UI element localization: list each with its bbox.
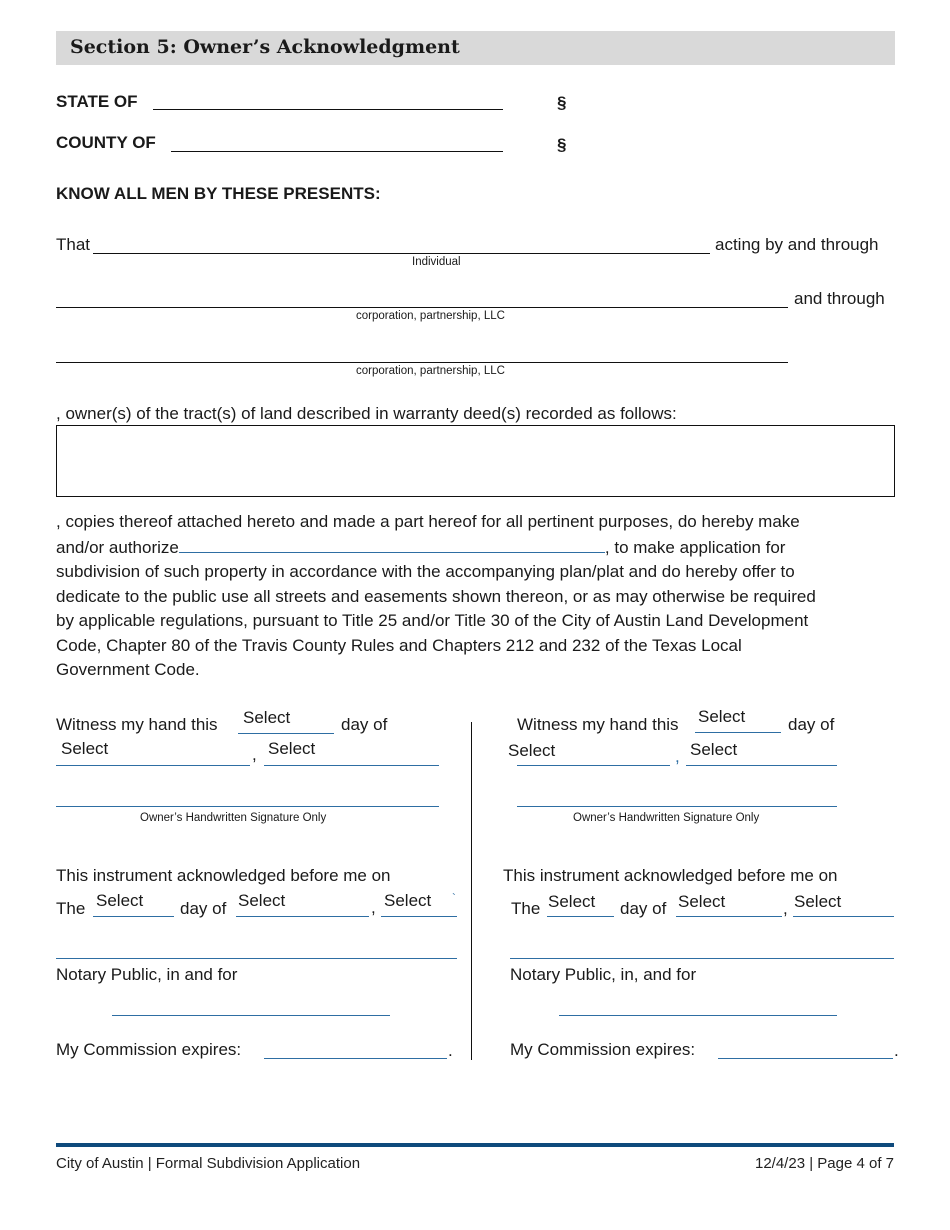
- column-divider: [471, 722, 472, 1060]
- left-ack-comma: ,: [371, 898, 376, 917]
- left-notary-county-field[interactable]: [112, 1015, 390, 1016]
- left-ack-month-select[interactable]: Select: [238, 891, 286, 910]
- left-ack-day-of: day of: [180, 899, 227, 918]
- paragraph-word: to: [614, 537, 629, 557]
- left-year-select[interactable]: Select: [268, 739, 316, 758]
- right-notary-label: Notary Public, in, and for: [510, 965, 697, 984]
- right-period: .: [894, 1041, 899, 1060]
- right-ack-comma: ,: [783, 899, 788, 918]
- comma: ,: [604, 537, 610, 557]
- deed-records-box[interactable]: [56, 425, 895, 497]
- individual-caption: Individual: [412, 256, 461, 268]
- right-month-select[interactable]: Select: [508, 741, 556, 760]
- entity-caption-2: corporation, partnership, LLC: [356, 365, 505, 377]
- paragraph-line: subdivision of such property in accordance with the accompanying plan/plat and do hereby offer to: [56, 562, 795, 581]
- left-ack-month-line: [236, 916, 369, 917]
- authorization-paragraph: [56, 510, 896, 683]
- left-notary-label: Notary Public, in and for: [56, 965, 238, 984]
- left-year-line: [264, 765, 439, 766]
- paragraph-word: for: [765, 537, 786, 557]
- paragraph-line: Code, Chapter 80 of the Travis County Rules and Chapters 212 and 232 of the Texas Local: [56, 635, 742, 655]
- left-ack-day-line: [93, 916, 174, 917]
- footer-page-info: 12/4/23 | Page 4 of 7: [754, 1155, 894, 1172]
- left-commission-field[interactable]: [264, 1058, 447, 1059]
- and-through-label: and through: [794, 289, 885, 308]
- entity-caption-1: corporation, partnership, LLC: [356, 310, 505, 322]
- right-signature-caption: Owner’s Handwritten Signature Only: [573, 812, 760, 824]
- right-day-line: [695, 732, 781, 733]
- right-witness-label: Witness my hand this: [517, 715, 679, 734]
- left-commission-label: My Commission expires:: [56, 1040, 242, 1059]
- that-label: That: [56, 235, 91, 254]
- acting-label: acting by and through: [715, 235, 879, 254]
- left-ack-day-select[interactable]: Select: [96, 891, 144, 910]
- paragraph-word: application: [679, 537, 761, 557]
- paragraph-line: , copies thereof attached hereto and made a part hereof for all pertinent purposes, do hereby make: [56, 512, 800, 531]
- footer-rule: [56, 1143, 894, 1147]
- county-field[interactable]: [171, 151, 503, 152]
- entity-field-2[interactable]: [56, 362, 788, 363]
- section-title: Section 5: Owner’s Acknowledgment: [70, 36, 460, 58]
- paragraph-line: [56, 535, 836, 561]
- section-header: [56, 31, 895, 65]
- right-ack-day-line: [547, 916, 614, 917]
- right-ack-year-line: [793, 916, 894, 917]
- paragraph-word: make: [633, 537, 675, 557]
- section-symbol: §: [557, 93, 567, 112]
- left-ack-year-line: [381, 916, 457, 917]
- right-ack-year-select[interactable]: Select: [794, 892, 842, 911]
- right-year-line: [686, 765, 837, 766]
- footer-title: City of Austin | Formal Subdivision Application: [56, 1155, 361, 1172]
- right-signature-field[interactable]: [517, 806, 837, 807]
- right-ack-day-select[interactable]: Select: [548, 892, 596, 911]
- state-field[interactable]: [153, 109, 503, 110]
- left-month-select[interactable]: Select: [61, 739, 109, 758]
- right-ack-month-select[interactable]: Select: [678, 892, 726, 911]
- left-the-label: The: [56, 899, 86, 918]
- authorize-label: and/or authorize: [56, 537, 179, 557]
- left-comma: ,: [252, 745, 257, 764]
- right-notary-signature-field[interactable]: [510, 958, 894, 959]
- left-month-line: [56, 765, 250, 766]
- county-label: COUNTY OF: [56, 133, 156, 152]
- right-ack-line: This instrument acknowledged before me on: [503, 866, 838, 885]
- paragraph-line: by applicable regulations, pursuant to Title 25 and/or Title 30 of the City of Austin Land Development: [56, 611, 809, 630]
- right-month-line: [517, 765, 670, 766]
- paragraph-line: Government Code.: [56, 660, 200, 679]
- left-day-line: [238, 733, 334, 734]
- left-day-select[interactable]: Select: [243, 708, 291, 727]
- entity-field-1[interactable]: [56, 307, 788, 308]
- left-witness-label: Witness my hand this: [56, 715, 218, 734]
- right-day-select[interactable]: Select: [698, 707, 746, 726]
- left-notary-signature-field[interactable]: [56, 958, 457, 959]
- deed-intro: , owner(s) of the tract(s) of land described in warranty deed(s) recorded as follows:: [56, 404, 677, 423]
- right-day-of-label: day of: [788, 715, 835, 734]
- state-label: STATE OF: [56, 92, 138, 111]
- left-ack-tick: `: [452, 893, 456, 905]
- individual-field[interactable]: [93, 253, 710, 254]
- right-commission-field[interactable]: [718, 1058, 893, 1059]
- right-comma: ,: [675, 747, 680, 766]
- section-symbol: §: [557, 135, 567, 154]
- left-period: .: [448, 1041, 453, 1060]
- right-year-select[interactable]: Select: [690, 740, 738, 759]
- right-notary-county-field[interactable]: [559, 1015, 837, 1016]
- paragraph-line: dedicate to the public use all streets and easements shown thereon, or as may otherwise be required: [56, 586, 816, 606]
- left-signature-field[interactable]: [56, 806, 439, 807]
- left-ack-year-select[interactable]: Select: [384, 891, 432, 910]
- right-the-label: The: [511, 899, 541, 918]
- left-signature-caption: Owner’s Handwritten Signature Only: [140, 812, 327, 824]
- right-commission-label: My Commission expires:: [510, 1040, 696, 1059]
- right-ack-month-line: [676, 916, 782, 917]
- left-ack-line: This instrument acknowledged before me on: [56, 866, 391, 885]
- preamble: KNOW ALL MEN BY THESE PRESENTS:: [56, 184, 381, 203]
- right-ack-day-of: day of: [620, 899, 667, 918]
- authorized-agent-field[interactable]: [179, 535, 605, 553]
- left-day-of-label: day of: [341, 715, 388, 734]
